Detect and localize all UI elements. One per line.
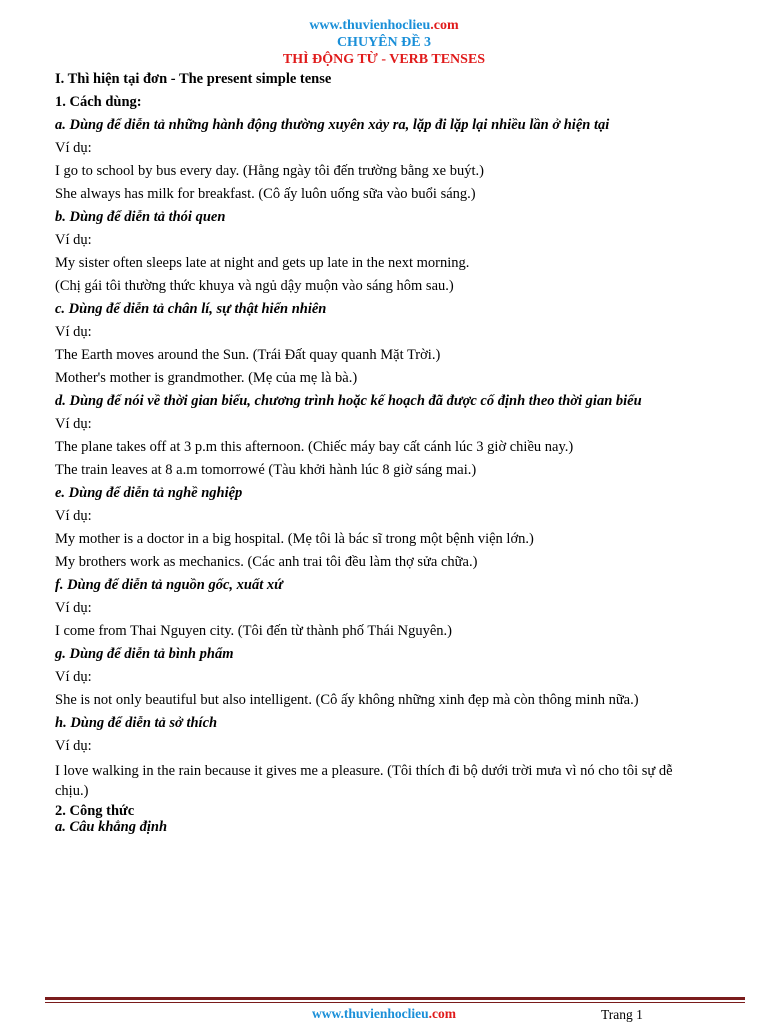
body-line: My brothers work as mechanics. (Các anh trai tôi đều làm thợ sửa chữa.) [55,554,478,570]
body-line: My sister often sleeps late at night and gets up late in the next morning. [55,255,470,271]
body-line: Ví dụ: [55,508,92,524]
document-body [55,68,705,835]
usage-subheading: g. Dùng để diễn tả bình phẩm [55,646,234,662]
body-line: The train leaves at 8 a.m tomorrowé (Tàu khởi hành lúc 8 giờ sáng mai.) [55,462,477,478]
body-line: Ví dụ: [55,140,92,156]
section-heading: I. Thì hiện tại đơn - The present simple tense [55,71,332,87]
footer-divider-thin [45,1002,745,1003]
body-line: (Chị gái tôi thường thức khuya và ngủ dậy muộn vào sáng hôm sau.) [55,278,454,294]
section-heading: 1. Cách dùng: [55,94,142,110]
document-title: THÌ ĐỘNG TỪ - VERB TENSES [282,52,486,67]
header-site-tld: .com [430,18,459,33]
page-number: Trang 1 [601,1007,643,1022]
body-line: I come from Thai Nguyen city. (Tôi đến từ thành phố Thái Nguyên.) [55,623,452,639]
header-site-link[interactable] [0,17,768,34]
usage-subheading: f. Dùng để diễn tả nguồn gốc, xuất xứ [55,577,283,593]
topic-heading: CHUYÊN ĐỀ 3 [336,35,432,50]
body-line: She is not only beautiful but also intelligent. (Cô ấy không những xinh đẹp mà còn thông minh nữa.) [55,692,639,708]
section-heading: 2. Công thức [55,803,135,819]
body-line: I go to school by bus every day. (Hằng ngày tôi đến trường bằng xe buýt.) [55,163,484,179]
usage-subheading: h. Dùng để diễn tả sở thích [55,715,218,731]
body-line: Mother's mother is grandmother. (Mẹ của mẹ là bà.) [55,370,358,386]
usage-subheading: a. Dùng để diễn tả những hành động thường xuyên xảy ra, lặp đi lặp lại nhiều lần ở hiện tại [55,117,610,133]
footer-divider-thick [45,997,745,1000]
body-line: Ví dụ: [55,324,92,340]
body-line: Ví dụ: [55,232,92,248]
document-header [0,17,768,68]
footer-site-main: www.thuvienhoclieu [311,1006,429,1021]
body-line: I love walking in the rain because it gives me a pleasure. (Tôi thích đi bộ dưới trời mưa vì nó cho tôi sự dễ chịu.) [55,763,673,799]
footer-site-tld: .com [428,1006,457,1021]
usage-subheading: a. Câu khẳng định [55,819,168,835]
body-line: Ví dụ: [55,600,92,616]
body-line: My mother is a doctor in a big hospital. (Mẹ tôi là bác sĩ trong một bệnh viện lớn.) [55,531,534,547]
usage-subheading: b. Dùng để diễn tả thói quen [55,209,226,225]
usage-subheading: c. Dùng để diễn tả chân lí, sự thật hiển nhiên [55,301,327,317]
header-site-main: www.thuvienhoclieu [309,18,431,33]
body-line: Ví dụ: [55,416,92,432]
footer-site-link[interactable] [0,1006,768,1022]
body-line: Ví dụ: [55,669,92,685]
body-line: Ví dụ: [55,738,92,754]
body-line: She always has milk for breakfast. (Cô ấy luôn uống sữa vào buổi sáng.) [55,186,476,202]
usage-subheading: e. Dùng để diễn tả nghề nghiệp [55,485,243,501]
usage-subheading: d. Dùng để nói về thời gian biểu, chương trình hoặc kế hoạch đã được cố định theo thời gian biểu [55,393,642,409]
body-line: The plane takes off at 3 p.m this afternoon. (Chiếc máy bay cất cánh lúc 3 giờ chiều nay.) [55,439,574,455]
body-line: The Earth moves around the Sun. (Trái Đất quay quanh Mặt Trời.) [55,347,441,363]
